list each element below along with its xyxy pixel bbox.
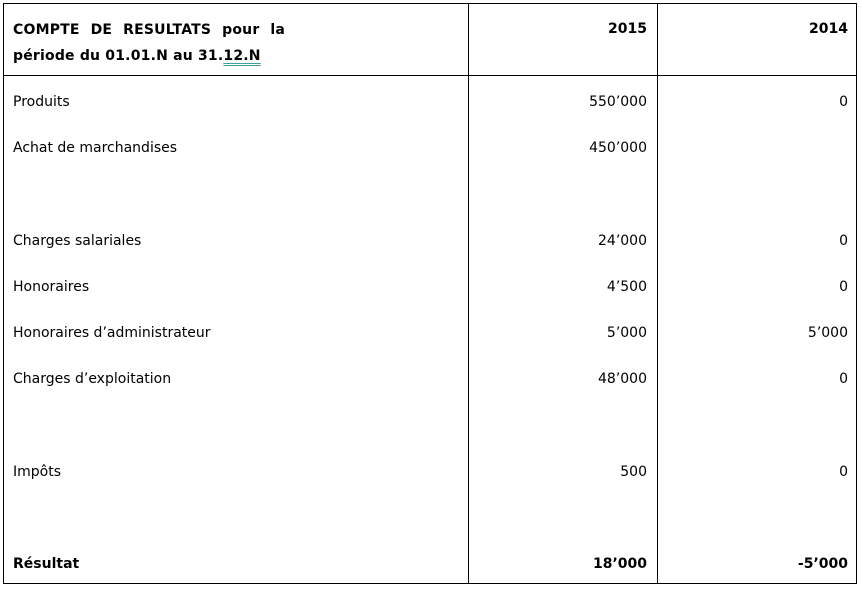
- row-label: Charges salariales: [13, 233, 142, 249]
- row-value-2015: 5’000: [606, 325, 647, 341]
- statement-title-line-1: COMPTE DE RESULTATS pour la: [13, 22, 285, 38]
- row-label: Honoraires d’administrateur: [13, 325, 211, 341]
- row-value-2015: 450’000: [589, 140, 647, 156]
- row-label: Charges d’exploitation: [13, 371, 172, 387]
- table-row-charges-exploitation: [4, 369, 856, 389]
- table-row-resultat: [4, 554, 856, 574]
- row-label: Achat de marchandises: [13, 140, 178, 156]
- row-value-2015: 18’000: [592, 556, 647, 572]
- row-label: Produits: [13, 94, 70, 110]
- row-value-2014: 0: [839, 233, 848, 249]
- statement-title: [13, 17, 285, 69]
- row-value-2014: 0: [839, 279, 848, 295]
- row-label: Impôts: [13, 464, 62, 480]
- statement-title-line-2: [13, 43, 285, 69]
- row-value-2015: 500: [620, 464, 647, 480]
- column-header-2015: 2015: [608, 21, 647, 37]
- row-label: Honoraires: [13, 279, 90, 295]
- table-row-honoraires: [4, 277, 856, 297]
- row-value-2014: 0: [839, 94, 848, 110]
- statement-title-period-end: 12.N: [223, 48, 261, 64]
- row-value-2015: 48’000: [598, 371, 647, 387]
- row-value-2014: -5’000: [797, 556, 848, 572]
- table-row-impots: [4, 462, 856, 482]
- income-statement-table: [3, 3, 857, 584]
- table-row-produits: [4, 92, 856, 112]
- row-value-2014: 0: [839, 371, 848, 387]
- row-value-2014: 0: [839, 464, 848, 480]
- row-label: Résultat: [13, 556, 80, 572]
- row-value-2015: 4’500: [606, 279, 647, 295]
- header-divider: [4, 75, 856, 76]
- row-value-2015: 550’000: [589, 94, 647, 110]
- column-header-2014: 2014: [809, 21, 848, 37]
- statement-title-period: période du 01.01.N au 31.: [13, 48, 224, 64]
- table-row-achat-marchandises: [4, 138, 856, 158]
- row-value-2014: 5’000: [807, 325, 848, 341]
- table-row-charges-salariales: [4, 231, 856, 251]
- row-value-2015: 24’000: [598, 233, 647, 249]
- table-row-honoraires-administrateur: [4, 323, 856, 343]
